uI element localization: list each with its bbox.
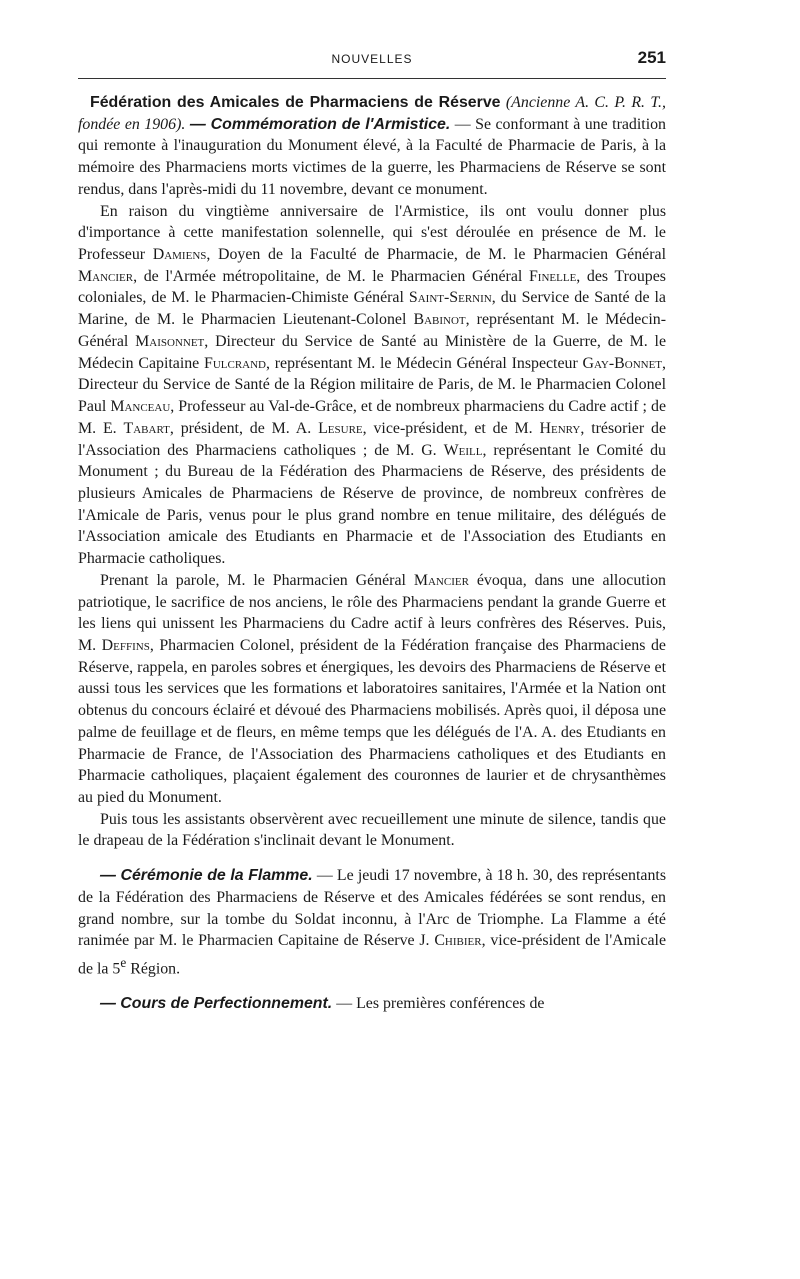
section-heading-cours: — Cours de Perfectionnement. (100, 995, 333, 1013)
article-body (78, 92, 666, 1015)
text-run: , vice-président, et de M. (362, 419, 540, 437)
text-run: , des Troupes coloniales, de M. le Pharmacien-Chimiste Général (78, 267, 666, 307)
text-run: , représentant M. le Médecin-Général (78, 311, 667, 350)
text-run: évoqua, dans une allocution patriotique, le sacrifice de nos anciens, le rôle des Pharmaciens pendant la grande Guerre et les liens qui unissent les Pharmaciens du Cadre actif à leurs confrères des Réserves. Puis, M. (78, 571, 666, 654)
paragraph-text: — Se conformant à une tradition qui remonte à l'inauguration du Monument élevé, à la Faculté de Pharmacie de Paris, à la mémoire des Pharmaciens morts victimes de la guerre, les Pharmaciens de Réserve se sont rendus, dans l'après-midi du 11 novembre, devant ce monument. (78, 115, 666, 198)
text-run: — Les premières conférences de (332, 995, 545, 1013)
person-name: Deffins (101, 636, 150, 654)
person-name: Henry (539, 419, 581, 437)
person-name: Maisonnet (135, 332, 205, 350)
person-name: Mancier (413, 571, 469, 589)
section-heading-flamme: — Cérémonie de la Flamme. (100, 867, 313, 885)
person-name: Babinot (413, 311, 466, 329)
text-run: , trésorier de l'Association des Pharmaciens catholiques ; de M. G. (78, 419, 666, 459)
text-run: , vice-président de l'Amicale de la 5 (78, 932, 667, 978)
header-rule (78, 78, 666, 79)
text-run: — Le jeudi 17 novembre, à 18 h. 30, des représentants de la Fédération des Pharmaciens de Réserve et des Amicales fédérées se sont rendus, en grand nombre, sur la tombe du Soldat inconnu, à l'Arc de Triomphe. La Flamme a été ranimée par M. le Pharmacien Capitaine de Réserve J. (78, 867, 667, 950)
paragraph-6 (78, 993, 666, 1015)
superscript: e (120, 955, 127, 971)
text-run: , Doyen de la Faculté de Pharmacie, de M. le Pharmacien Général (206, 246, 666, 264)
text-run: , Pharmacien Colonel, président de la Fédération française des Pharmaciens de Réserve, rappela, en paroles sobres et énergiques, les devoirs des Pharmaciens de Réserve et aussi tous les services que les formations et laboratoires sanitaires, l'Armée et la Nation ont obtenus du concours éclairé et dévoué des Pharmaciens mobilisés. Après quoi, il déposa une palme de feuillage et de fleurs, en même temps que les délégués de l'A. A. des Etudiants en Pharmacie de France, de l'Association des Pharmaciens catholiques et des Etudiants en Pharmacie catholiques, plaçaient également des couronnes de laurier et de chrysanthèmes au pied du Monument. (78, 636, 666, 806)
paragraph-2 (78, 201, 666, 570)
person-name: Damiens (152, 246, 207, 264)
person-name: Manceau (110, 398, 171, 416)
person-name: Gay-Bonnet (582, 354, 663, 372)
text-run: Prenant la parole, M. le Pharmacien Général (100, 571, 414, 589)
text-run: , de l'Armée métropolitaine, de M. le Pharmacien Général (133, 267, 529, 285)
person-name: Finelle (528, 267, 577, 285)
text-run: , Directeur du Service de Santé au Ministère de la Guerre, de M. le Médecin Capitaine (78, 332, 666, 372)
person-name: Weill (443, 441, 483, 459)
person-name: Fulcrand (204, 354, 267, 372)
person-name: Chibier (434, 932, 482, 950)
text-run: , du Service de Santé de la Marine, de M. le Pharmacien Lieutenant-Colonel (78, 289, 666, 329)
article-title: Fédération des Amicales de Pharmaciens de Réserve (90, 94, 501, 111)
section-heading-armistice: — Commémoration de l'Armistice. (189, 115, 451, 133)
paragraph-1 (78, 92, 666, 201)
running-title: NOUVELLES (331, 52, 413, 66)
text-run: , Professeur au Val-de-Grâce, et de nombreux pharmaciens du Cadre actif ; de M. E. (78, 398, 666, 437)
text-run: , président, de M. A. (169, 419, 319, 437)
page-number: 251 (637, 48, 666, 67)
person-name: Tabart (123, 419, 170, 437)
paragraph-4 (78, 809, 666, 852)
text-run: Région. (126, 960, 181, 978)
person-name: Lesure (318, 419, 363, 437)
person-name: Mancier (78, 267, 134, 285)
text-run: , représentant M. le Médecin Général Inspecteur (266, 354, 583, 372)
person-name: Saint-Sernin (408, 289, 492, 307)
text-run: , Directeur du Service de Santé de la Région militaire de Paris, de M. le Pharmacien Colonel Paul (78, 354, 667, 416)
text-run: , représentant le Comité du Monument ; du Bureau de la Fédération des Pharmaciens de Réserve, des présidents de plusieurs Amicales de Pharmaciens de Réserve de province, de nombreux confrères de l'Amicale de Paris, venus pour le plus grand nombre en tenue militaire, des délégués de l'Association amicale des Etudiants en Pharmacie et de l'Association des Etudiants en Pharmacie catholiques. (78, 441, 666, 568)
paragraph-3 (78, 570, 666, 809)
page-header (78, 48, 666, 74)
text-run: En raison du vingtième anniversaire de l'Armistice, ils ont voulu donner plus d'importance à cette manifestation solennelle, qui s'est déroulée en présence de M. le Professeur (78, 202, 666, 264)
paragraph-text: Puis tous les assistants observèrent avec recueillement une minute de silence, tandis que le drapeau de la Fédération s'inclinait devant le Monument. (78, 810, 666, 850)
article-title-note: (Ancienne A. C. P. R. T., fondée en 1906). (78, 94, 666, 133)
paragraph-5 (78, 865, 666, 980)
